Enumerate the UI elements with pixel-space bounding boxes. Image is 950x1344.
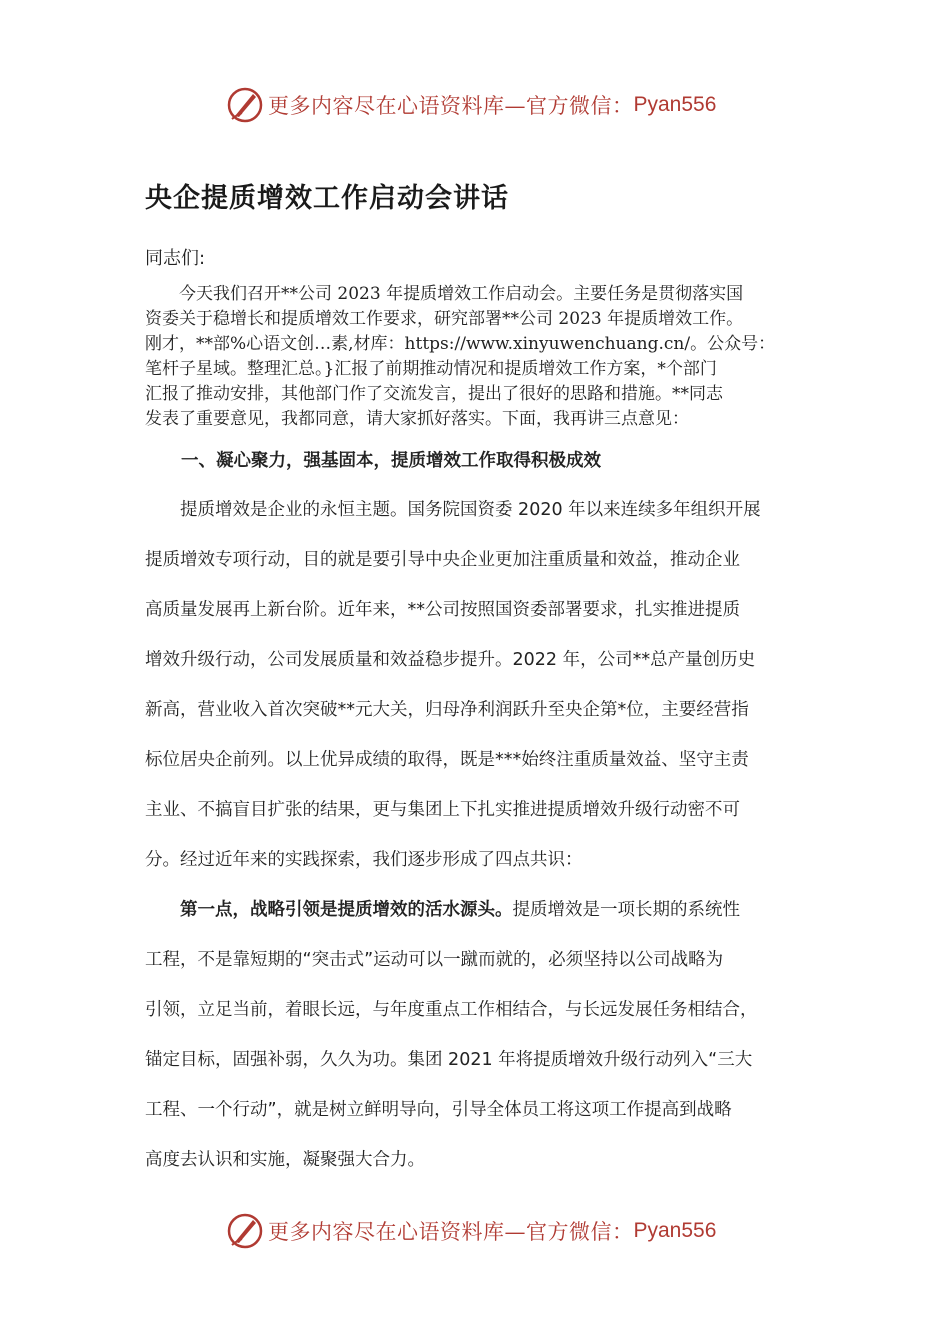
- intro-line: 资委关于稳增长和提质增效工作要求，研究部署**公司 2023 年提质增效工作。: [145, 309, 744, 329]
- intro-line: 今天我们召开**公司 2023 年提质增效工作启动会。主要任务是贯彻落实国: [145, 284, 744, 304]
- quill-logo-icon: [226, 86, 264, 124]
- body-paragraph-1: [145, 485, 761, 885]
- header-banner: [226, 85, 716, 125]
- banner-wechat-id: Pyan556: [633, 1219, 717, 1242]
- paragraph-line: 引领，立足当前，着眼长远，与年度重点工作相结合，与长远发展任务相结合，: [145, 1000, 758, 1020]
- banner-text: 更多内容尽在心语资料库—官方微信：: [268, 94, 634, 118]
- section-heading-1: 一、凝心聚力，强基固本，提质增效工作取得积极成效: [181, 451, 601, 471]
- banner-text: 更多内容尽在心语资料库—官方微信：: [268, 1220, 634, 1244]
- intro-line: 笔杆子星域。整理汇总。}汇报了前期推动情况和提质增效工作方案，*个部门: [145, 359, 717, 379]
- banner-wechat-id: Pyan556: [633, 93, 717, 116]
- paragraph-line: [145, 885, 758, 935]
- paragraph-line: 分。经过近年来的实践探索，我们逐步形成了四点共识：: [145, 850, 583, 870]
- paragraph-line: 高质量发展再上新台阶。近年来，**公司按照国资委部署要求，扎实推进提质: [145, 600, 740, 620]
- paragraph-line: 高度去认识和实施，凝聚强大合力。: [145, 1150, 425, 1170]
- point-one-text: 提质增效是一项长期的系统性: [512, 900, 740, 920]
- intro-paragraph: [145, 282, 807, 432]
- paragraph-line: 增效升级行动，公司发展质量和效益稳步提升。2022 年，公司**总产量创历史: [145, 650, 756, 670]
- point-one-lead: 第一点，战略引领是提质增效的活水源头。: [145, 900, 513, 920]
- document-title: 央企提质增效工作启动会讲话: [145, 183, 509, 214]
- paragraph-line: 提质增效是企业的永恒主题。国务院国资委 2020 年以来连续多年组织开展: [145, 500, 761, 520]
- paragraph-line: 新高，营业收入首次突破**元大关，归母净利润跃升至央企第*位，主要经营指: [145, 700, 749, 720]
- paragraph-line: 提质增效专项行动，目的就是要引导中央企业更加注重质量和效益，推动企业: [145, 550, 740, 570]
- paragraph-line: 标位居央企前列。以上优异成绩的取得，既是***始终注重质量效益、坚守主责: [145, 750, 749, 770]
- paragraph-line: 工程、一个行动”，就是树立鲜明导向，引导全体员工将这项工作提高到战略: [145, 1100, 732, 1120]
- intro-line: 汇报了推动安排，其他部门作了交流发言，提出了很好的思路和措施。**同志: [145, 384, 723, 404]
- salutation: 同志们:: [145, 248, 206, 269]
- paragraph-line: 工程，不是靠短期的“突击式”运动可以一蹴而就的，必须坚持以公司战略为: [145, 950, 724, 970]
- paragraph-line: 锚定目标，固强补弱，久久为功。集团 2021 年将提质增效升级行动列入“三大: [145, 1050, 753, 1070]
- body-paragraph-2: [145, 885, 758, 1185]
- paragraph-line: 主业、不搞盲目扩张的结果，更与集团上下扎实推进提质增效升级行动密不可: [145, 800, 740, 820]
- quill-logo-icon: [226, 1212, 264, 1250]
- intro-line: 发表了重要意见，我都同意，请大家抓好落实。下面，我再讲三点意见：: [145, 409, 689, 429]
- intro-line: 刚才，**部%心语文创…素,材库：https://www.xinyuwenchuang.cn/。公众号：: [145, 334, 776, 354]
- footer-banner: [226, 1211, 716, 1251]
